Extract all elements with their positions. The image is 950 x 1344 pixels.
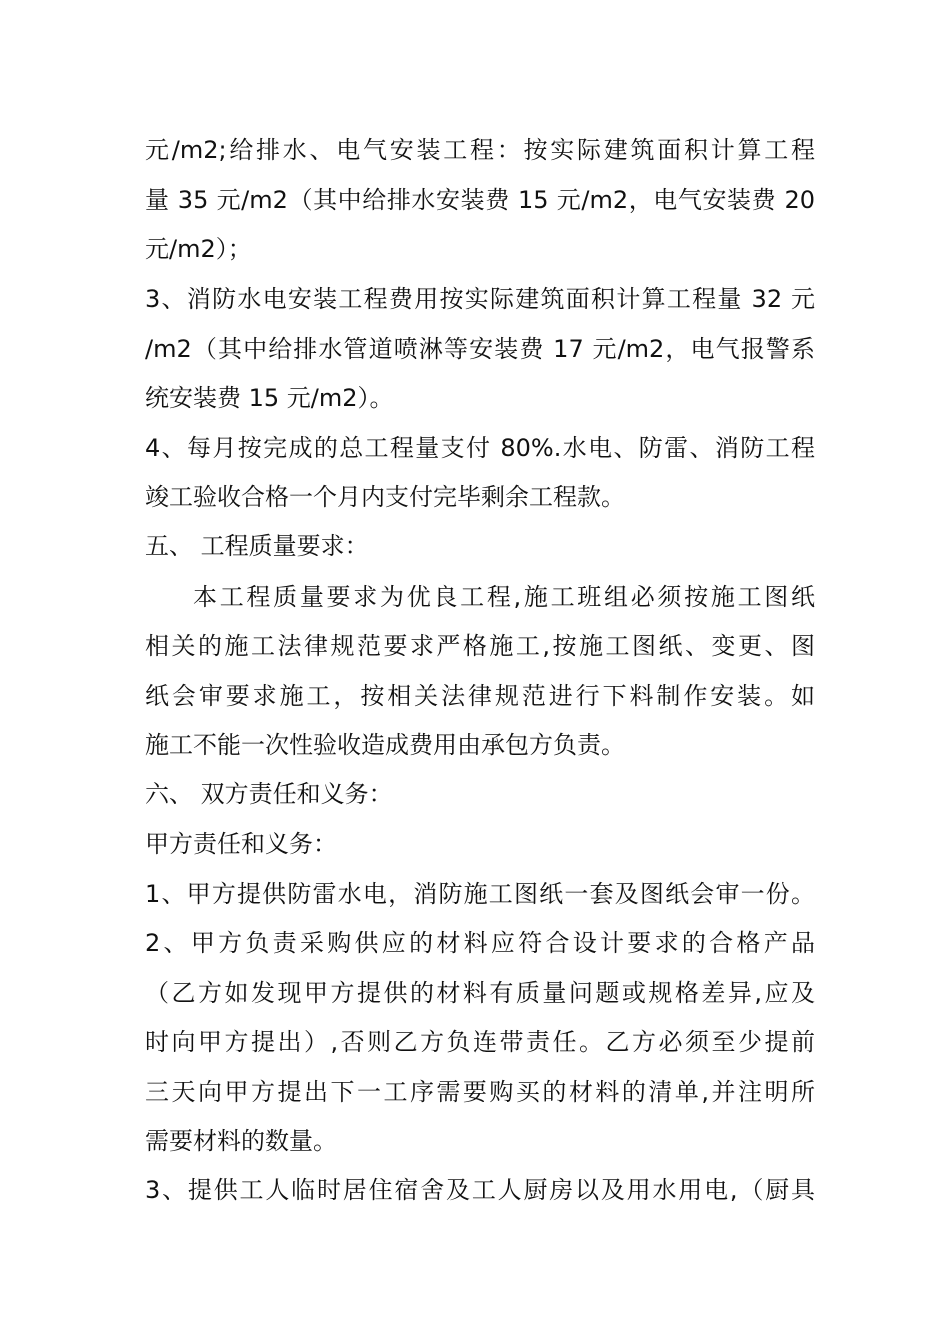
text-line: 元/m2;给排水、电气安装工程：按实际建筑面积计算工程: [145, 136, 815, 164]
section-heading: 六、 双方责任和义务：: [145, 780, 393, 808]
text-line: 3、消防水电安装工程费用按实际建筑面积计算工程量 32 元: [145, 285, 815, 313]
text-line: （乙方如发现甲方提供的材料有质量问题或规格差异,应及: [145, 979, 815, 1007]
subsection-heading: 甲方责任和义务：: [145, 830, 337, 858]
text-line: 相关的施工法律规范要求严格施工,按施工图纸、变更、图: [145, 632, 815, 660]
section-heading: 五、 工程质量要求：: [145, 532, 369, 560]
text-line: 4、每月按完成的总工程量支付 80%.水电、防雷、消防工程: [145, 434, 815, 462]
text-line: 统安装费 15 元/m2）。: [145, 384, 394, 412]
text-line: 2、甲方负责采购供应的材料应符合设计要求的合格产品: [145, 929, 815, 957]
text-line: 竣工验收合格一个月内支付完毕剩余工程款。: [145, 483, 625, 511]
text-line: 元/m2）；: [145, 235, 252, 263]
text-line: 1、甲方提供防雷水电，消防施工图纸一套及图纸会审一份。: [145, 880, 815, 908]
text-line: 3、提供工人临时居住宿舍及工人厨房以及用水用电,（厨具: [145, 1176, 815, 1204]
text-line: 时向甲方提出）,否则乙方负连带责任。乙方必须至少提前: [145, 1028, 815, 1056]
text-line: 三天向甲方提出下一工序需要购买的材料的清单,并注明所: [145, 1078, 815, 1106]
text-line: 纸会审要求施工，按相关法律规范进行下料制作安装。如: [145, 682, 815, 710]
text-line: 施工不能一次性验收造成费用由承包方负责。: [145, 731, 625, 759]
text-line: /m2（其中给排水管道喷淋等安装费 17 元/m2，电气报警系: [145, 335, 815, 363]
text-line: 本工程质量要求为优良工程,施工班组必须按施工图纸: [193, 583, 815, 611]
text-line: 量 35 元/m2（其中给排水安装费 15 元/m2，电气安装费 20: [145, 186, 815, 214]
text-line: 需要材料的数量。: [145, 1127, 337, 1155]
